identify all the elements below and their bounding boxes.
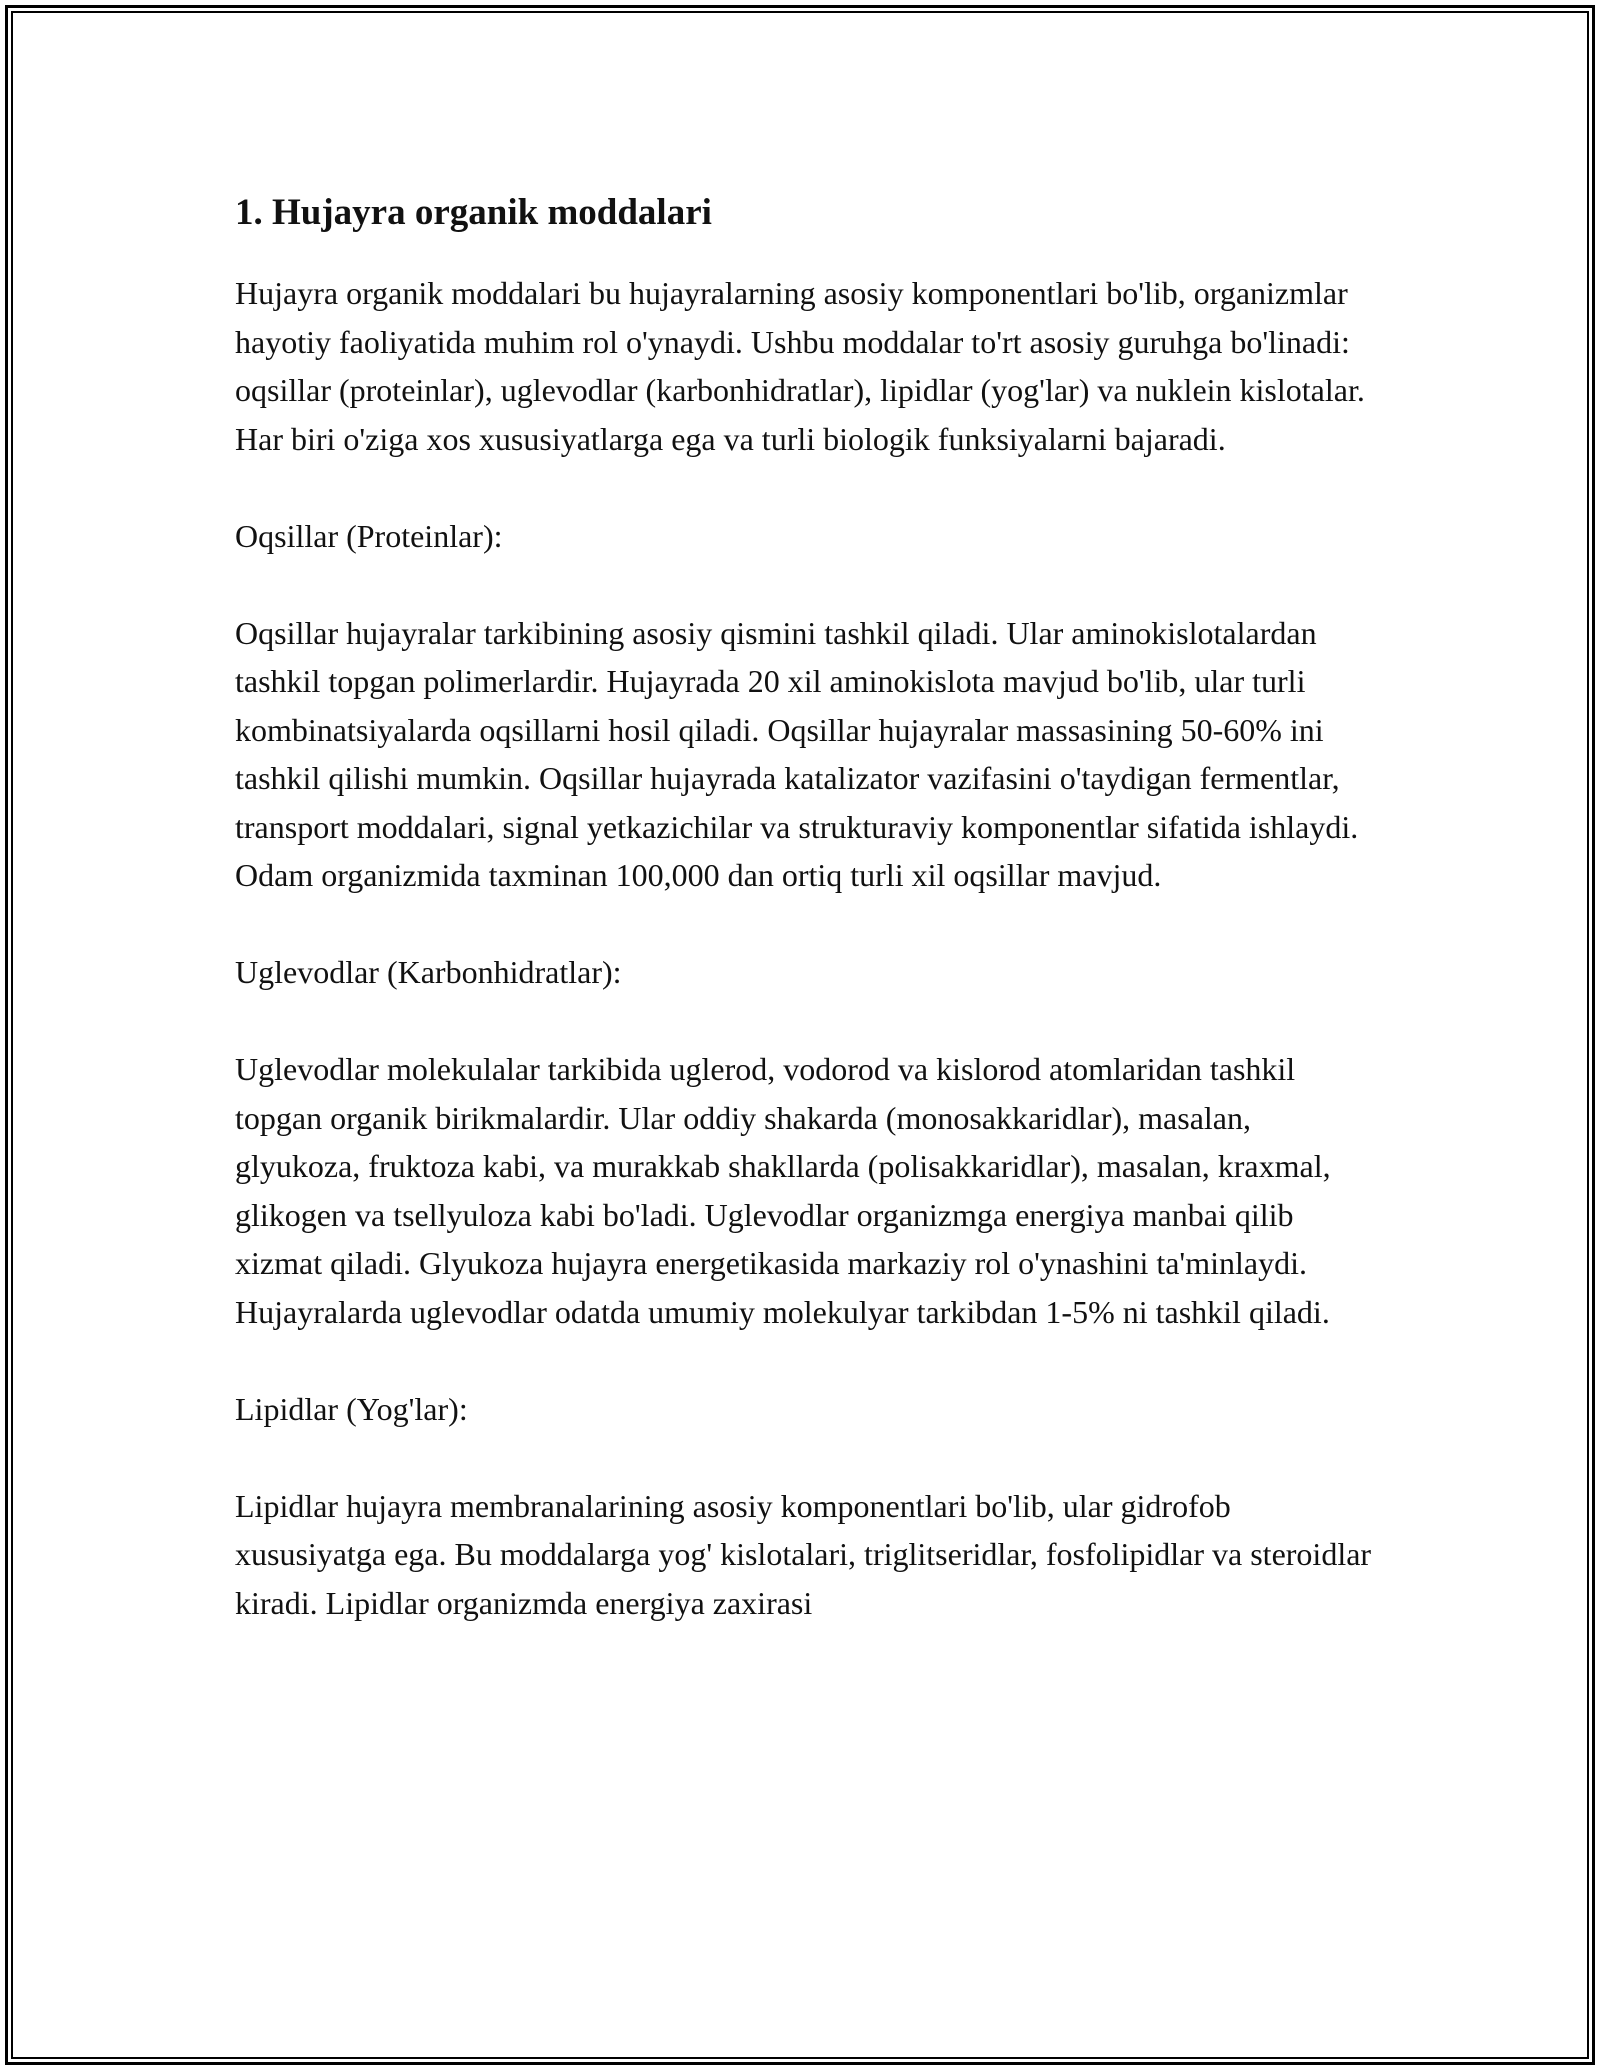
subheading-proteins: Oqsillar (Proteinlar): (235, 517, 503, 554)
subheading-lipids: Lipidlar (Yog'lar): (235, 1390, 468, 1427)
proteins-paragraph: Oqsillar hujayralar tarkibining asosiy qismini tashkil qiladi. Ular aminokislotalardan tashkil topgan polimerlardir. Hujayrada 20 xil aminokislota mavjud bo'lib, ular turli kombinatsiyalarda oqsillarni hosil qiladi. Oqsillar hujayralar massasining 50-60% ini tashkil qilishi mumkin. Oqsillar hujayrada katalizator vazifasini o'taydigan fermentlar, transport moddalari, signal yetkazichilar va strukturaviy komponentlar sifatida ishlaydi. Odam organizmida taxminan 100,000 dan ortiq turli xil oqsillar mavjud. (235, 614, 1359, 893)
lipids-paragraph: Lipidlar hujayra membranalarining asosiy komponentlari bo'lib, ular gidrofob xususiyatga ega. Bu moddalarga yog' kislotalari, triglitseridlar, fosfolipidlar va steroidlar kiradi. Lipidlar organizmda energiya zaxirasi (235, 1487, 1372, 1621)
subheading-carbohydrates: Uglevodlar (Karbonhidratlar): (235, 954, 622, 990)
intro-paragraph: Hujayra organik moddalari bu hujayralarning asosiy komponentlari bo'lib, organizmlar hayotiy faoliyatida muhim rol o'ynaydi. Ushbu moddalar to'rt asosiy guruhga bo'linadi: oqsillar (proteinlar), uglevodlar (karbonhidratlar), lipidlar (yog'lar) va nuklein kislotalar. Har biri o'ziga xos xususiyatlarga ega va turli biologik funksiyalarni bajaradi. (235, 275, 1365, 457)
document-page (235, 185, 1375, 1676)
section-heading: 1. Hujayra organik moddalari (235, 192, 712, 233)
carbohydrates-paragraph: Uglevodlar molekulalar tarkibida uglerod, vodorod va kislorod atomlaridan tashkil topgan organik birikmalardir. Ular oddiy shakarda (monosakkaridlar), masalan, glyukoza, fruktoza kabi, va murakkab shakllarda (polisakkaridlar), masalan, kraxmal, glikogen va tsellyuloza kabi bo'ladi. Uglevodlar organizmga energiya manbai qilib xizmat qiladi. Glyukoza hujayra energetikasida markaziy rol o'ynashini ta'minlaydi. Hujayralarda uglevodlar odatda umumiy molekulyar tarkibdan 1-5% ni tashkil qiladi. (235, 1051, 1331, 1330)
